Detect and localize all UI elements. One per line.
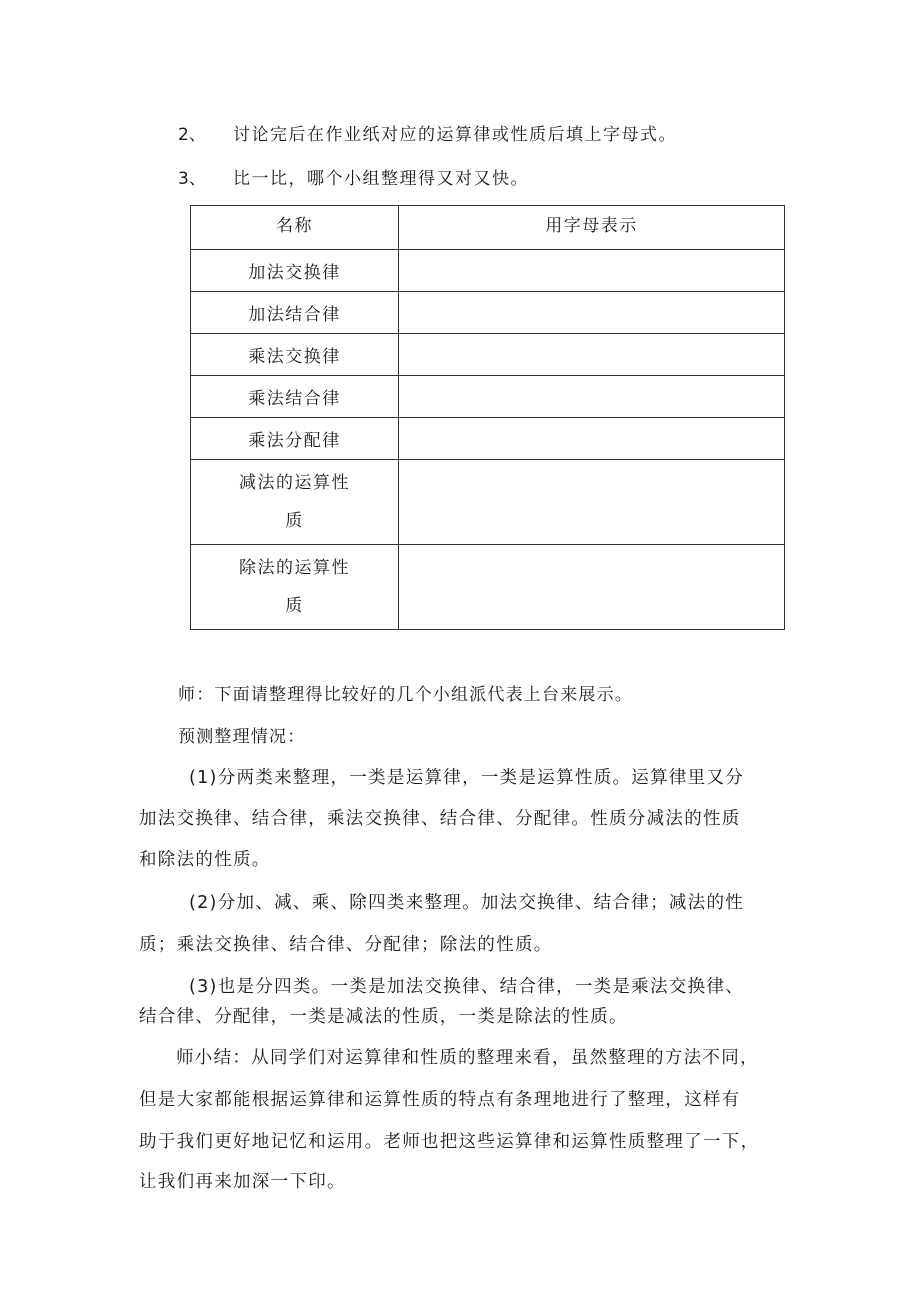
row-value-blank[interactable] xyxy=(399,292,785,334)
row-name-line: 减法的运算性 xyxy=(239,473,350,493)
row-value-blank[interactable] xyxy=(399,418,785,460)
row-name: 乘法结合律 xyxy=(191,376,399,418)
table-row xyxy=(191,334,785,376)
summary-line: 让我们再来加深一下印。 xyxy=(139,1172,346,1192)
row-value-blank[interactable] xyxy=(399,545,785,630)
operation-laws-table xyxy=(190,205,785,630)
row-value-blank[interactable] xyxy=(399,250,785,292)
table-row xyxy=(191,376,785,418)
step-3-text: 比一比，哪个小组整理得又对又快。 xyxy=(233,169,529,189)
row-value-blank[interactable] xyxy=(399,376,785,418)
table-row xyxy=(191,460,785,545)
row-name-line: 质 xyxy=(285,511,304,531)
row-value-blank[interactable] xyxy=(399,334,785,376)
header-letter-form: 用字母表示 xyxy=(399,206,785,250)
row-name: 加法交换律 xyxy=(191,250,399,292)
prediction-3-line: (3)也是分四类。一类是加法交换律、结合律，一类是乘法交换律、 xyxy=(189,977,745,997)
teacher-intro: 师：下面请整理得比较好的几个小组派代表上台来展示。 xyxy=(178,685,633,705)
row-name xyxy=(191,545,399,630)
row-name: 乘法分配律 xyxy=(191,418,399,460)
summary-line: 师小结：从同学们对运算律和性质的整理来看，虽然整理的方法不同， xyxy=(176,1048,759,1068)
row-name: 乘法交换律 xyxy=(191,334,399,376)
row-name: 加法结合律 xyxy=(191,292,399,334)
summary-line: 但是大家都能根据运算律和运算性质的特点有条理地进行了整理，这样有 xyxy=(139,1090,741,1110)
prediction-1-line: 加法交换律、结合律，乘法交换律、结合律、分配律。性质分减法的性质 xyxy=(139,809,741,829)
table-row xyxy=(191,545,785,630)
step-2-text: 讨论完后在作业纸对应的运算律或性质后填上字母式。 xyxy=(233,125,677,145)
prediction-1-line: 和除法的性质。 xyxy=(139,850,271,870)
prediction-1-line: (1)分两类来整理，一类是运算律，一类是运算性质。运算律里又分 xyxy=(189,768,745,788)
row-name xyxy=(191,460,399,545)
table-row xyxy=(191,418,785,460)
table-row xyxy=(191,292,785,334)
header-name: 名称 xyxy=(191,206,399,250)
step-3-number: 3、 xyxy=(178,169,206,189)
prediction-2-line: 质；乘法交换律、结合律、分配律；除法的性质。 xyxy=(139,935,553,955)
prediction-3-line: 结合律、分配律，一类是减法的性质，一类是除法的性质。 xyxy=(139,1007,628,1027)
table-header-row xyxy=(191,206,785,250)
prediction-2-line: (2)分加、减、乘、除四类来整理。加法交换律、结合律；减法的性 xyxy=(189,893,745,913)
row-value-blank[interactable] xyxy=(399,460,785,545)
step-2-number: 2、 xyxy=(178,125,206,145)
table-row xyxy=(191,250,785,292)
predict-heading: 预测整理情况： xyxy=(178,727,306,747)
summary-line: 助于我们更好地记忆和运用。老师也把这些运算律和运算性质整理了一下， xyxy=(139,1132,760,1152)
row-name-line: 质 xyxy=(285,596,304,616)
row-name-line: 除法的运算性 xyxy=(239,558,350,578)
